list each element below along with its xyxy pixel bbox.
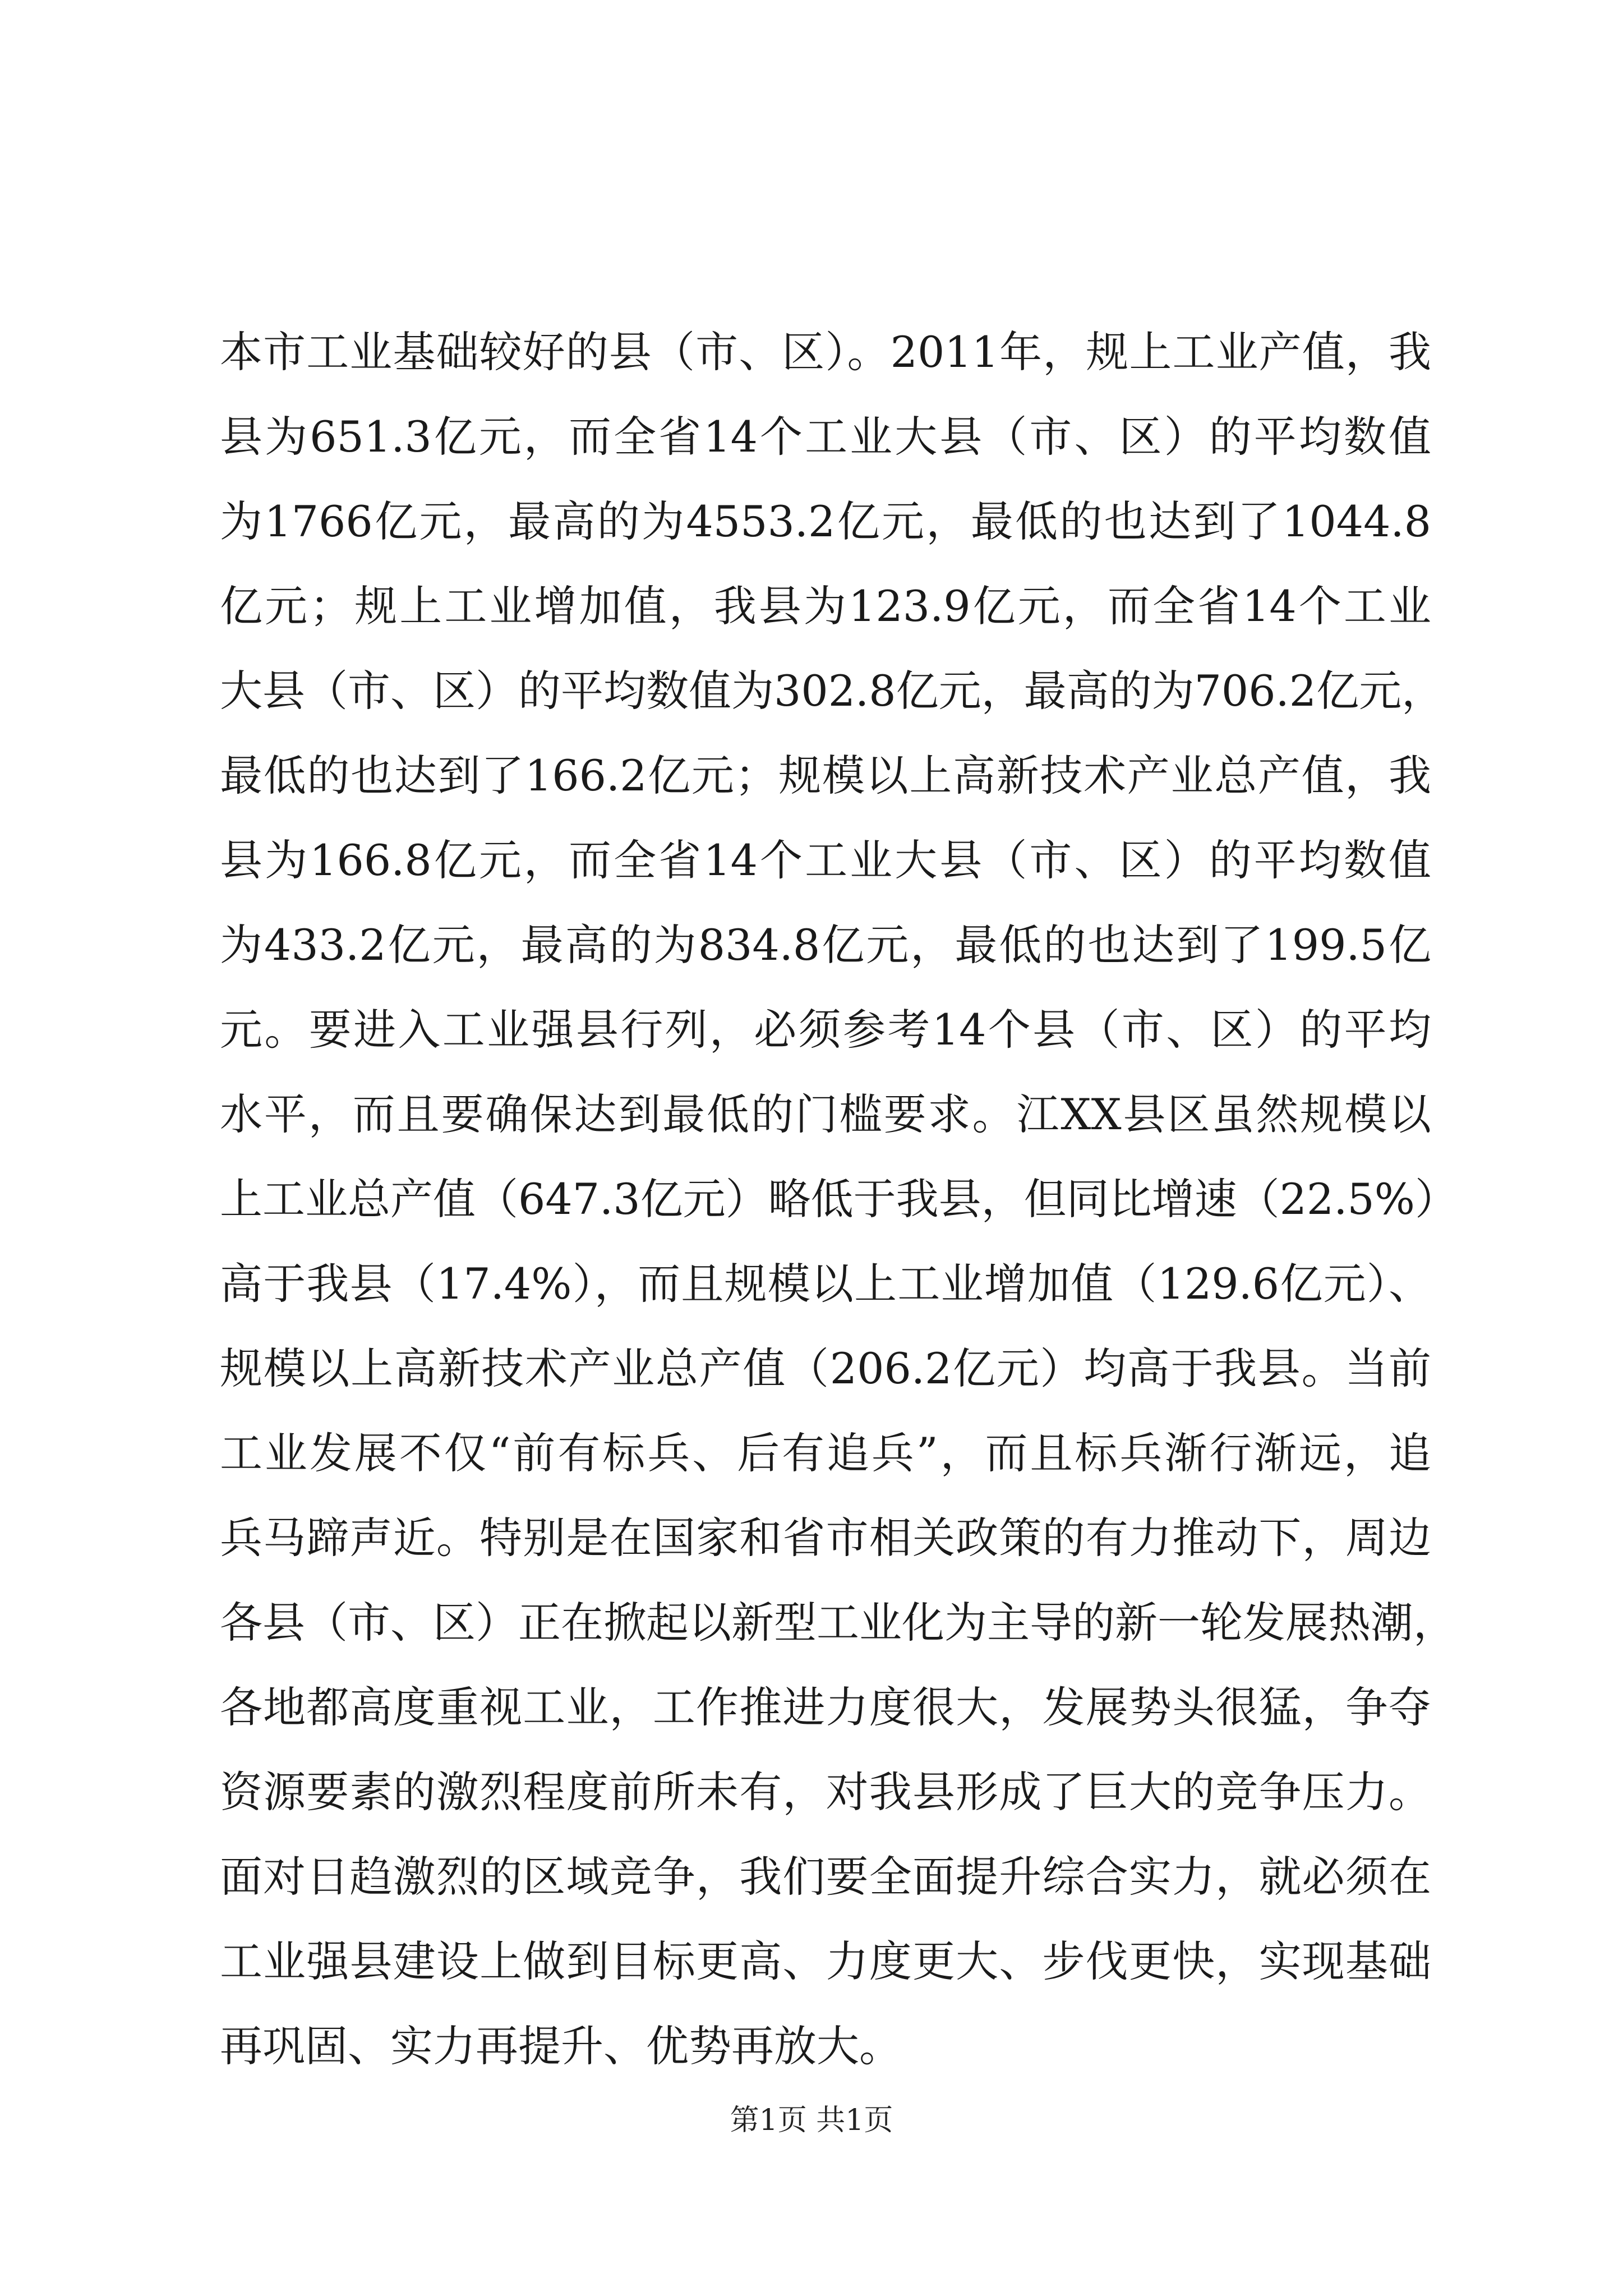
text-line: 工业发展不仅“前有标兵、后有追兵”，而且标兵渐行渐远，追	[220, 1428, 1431, 1478]
text-line: 各地都高度重视工业，工作推进力度很大，发展势头很猛，争夺	[220, 1682, 1431, 1732]
page-number-label: 第1页 共1页	[730, 2104, 893, 2137]
text-line: 再巩固、实力再提升、优势再放大。	[220, 2021, 902, 2071]
text-line: 大县（市、区）的平均数值为302.8亿元，最高的为706.2亿元，	[220, 666, 1445, 716]
text-line: 最低的也达到了166.2亿元；规模以上高新技术产业总产值，我	[220, 751, 1431, 800]
text-line: 元。要进入工业强县行列，必须参考14个县（市、区）的平均	[220, 1005, 1431, 1055]
text-line: 为1766亿元，最高的为4553.2亿元，最低的也达到了1044.8	[220, 496, 1431, 546]
text-line: 兵马蹄声近。特别是在国家和省市相关政策的有力推动下，周边	[220, 1513, 1431, 1563]
text-line: 工业强县建设上做到目标更高、力度更大、步伐更快，实现基础	[220, 1936, 1431, 1986]
text-line: 面对日趋激烈的区域竞争，我们要全面提升综合实力，就必须在	[220, 1852, 1431, 1902]
text-line: 水平，而且要确保达到最低的门槛要求。江XX县区虽然规模以	[220, 1089, 1431, 1139]
text-line: 规模以上高新技术产业总产值（206.2亿元）均高于我县。当前	[220, 1343, 1431, 1393]
text-line: 资源要素的激烈程度前所未有，对我县形成了巨大的竞争压力。	[220, 1767, 1431, 1817]
text-line: 亿元；规上工业增加值，我县为123.9亿元，而全省14个工业	[220, 581, 1431, 631]
text-line: 本市工业基础较好的县（市、区）。2011年，规上工业产值，我	[220, 327, 1431, 377]
text-line: 上工业总产值（647.3亿元）略低于我县，但同比增速（22.5%）	[220, 1174, 1458, 1224]
text-line: 各县（市、区）正在掀起以新型工业化为主导的新一轮发展热潮，	[220, 1598, 1456, 1648]
body-paragraph	[220, 310, 1458, 2088]
text-line: 县为166.8亿元，而全省14个工业大县（市、区）的平均数值	[220, 835, 1431, 885]
page-footer	[0, 2101, 1623, 2140]
text-line: 为433.2亿元，最高的为834.8亿元，最低的也达到了199.5亿	[220, 920, 1431, 970]
text-line: 县为651.3亿元，而全省14个工业大县（市、区）的平均数值	[220, 412, 1431, 462]
text-line: 高于我县（17.4%），而且规模以上工业增加值（129.6亿元）、	[220, 1259, 1431, 1309]
